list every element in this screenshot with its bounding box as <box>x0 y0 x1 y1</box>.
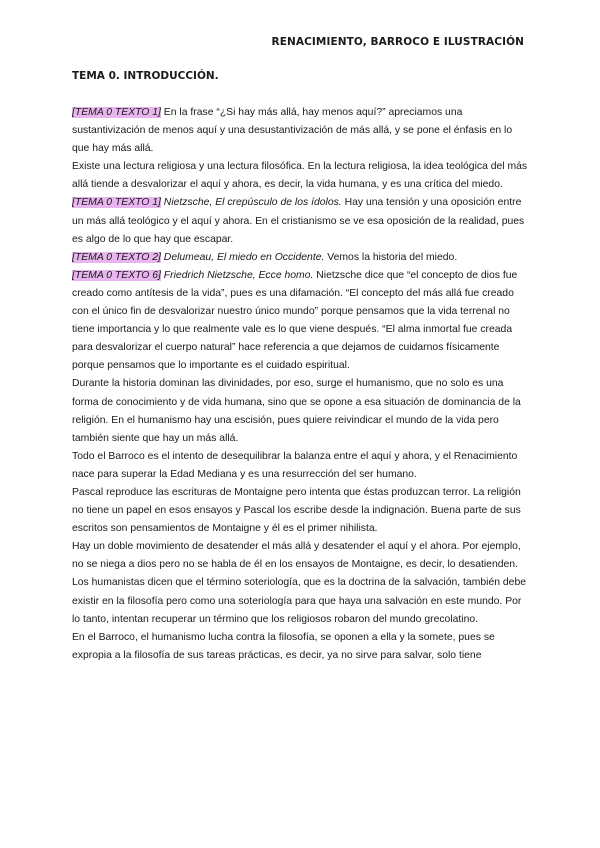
document-body <box>72 104 532 665</box>
paragraph <box>72 249 532 267</box>
section-title: TEMA 0. INTRODUCCIÓN. <box>72 70 219 82</box>
paragraph-text: En el Barroco, el humanismo lucha contra la filosofía, se oponen a ella y la somete, pues se expropia a la filosofía de sus tareas prácticas, es decir, ya no sirve para salvar, solo tiene <box>72 631 495 661</box>
paragraph-text: Hay una tensión y una oposición entre un más allá teológico y el aquí y ahora. En el cristianismo se ve esa oposición de la realidad, pues es algo de lo que hay que escapar. <box>72 197 525 245</box>
paragraph <box>72 538 532 574</box>
paragraph-text: Los humanistas dicen que el término soteriología, que es la doctrina de la salvación, también debe existir en la filosofía pero como una soteriología para que haya una salvación en este mundo. Por lo tanto, intentan recuperar un término que los religiosos robaron del mundo grecolatino. <box>72 577 527 625</box>
paragraph <box>72 375 532 447</box>
paragraph-text: En la frase “¿Si hay más allá, hay menos aquí?” apreciamos una sustantivización de menos aquí y una desustantivización de más allá, y se pone el énfasis en lo que hay más allá. <box>72 107 513 155</box>
paragraph-text: Durante la historia dominan las divinidades, por eso, surge el humanismo, que no solo es una forma de conocimiento y de vida humana, sino que se opone a esa situación de dominancia de la religión. En el humanismo hay una escisión, pues quiere reivindicar el mundo de la vida pero también siente que hay un más allá. <box>72 378 521 444</box>
running-header: RENACIMIENTO, BARROCO E ILUSTRACIÓN <box>271 36 524 48</box>
paragraph-text: Vemos la historia del miedo. <box>324 251 458 263</box>
text-reference-tag: [TEMA 0 TEXTO 2] <box>72 251 161 263</box>
paragraph <box>72 484 532 538</box>
text-reference-tag: [TEMA 0 TEXTO 1] <box>72 197 161 209</box>
paragraph <box>72 448 532 484</box>
paragraph <box>72 629 532 665</box>
paragraph <box>72 158 532 194</box>
paragraph <box>72 194 532 248</box>
source-reference: Delumeau, El miedo en Occidente. <box>160 251 325 263</box>
paragraph <box>72 574 532 628</box>
source-reference: Nietzsche, El crepúsculo de los ídolos. <box>160 197 342 209</box>
paragraph <box>72 104 532 158</box>
source-reference: Friedrich Nietzsche, Ecce homo. <box>160 269 314 281</box>
text-reference-tag: [TEMA 0 TEXTO 6] <box>72 269 161 281</box>
paragraph <box>72 267 532 376</box>
text-reference-tag: [TEMA 0 TEXTO 1] <box>72 107 161 118</box>
paragraph-text: Todo el Barroco es el intento de desequilibrar la balanza entre el aquí y ahora, y el Renacimiento nace para superar la Edad Mediana y es una resurrección del ser humano. <box>72 450 518 480</box>
paragraph-text: Existe una lectura religiosa y una lectura filosófica. En la lectura religiosa, la idea teológica del más allá tiende a desvalorizar el aquí y ahora, es decir, la vida humana, y es una crítica del miedo. <box>72 161 528 191</box>
paragraph-text: Hay un doble movimiento de desatender el más allá y desatender el aquí y el ahora. Por ejemplo, no se niega a dios pero no se habla de él en los ensayos de Montaigne, es decir, lo desatienden. <box>72 541 521 571</box>
paragraph-text: Nietzsche dice que “el concepto de dios fue creado como antítesis de la vida”, pues es una difamación. “El concepto del más allá fue creado con el único fin de desvalorizar nuestro único mundo” porque pensamos que la vida terrenal no tiene importancia y lo que realmente vale es lo que viene después. “El alma inmortal fue creada para desvalorizar el cuerpo natural” hace referencia a que dejamos de cuidarnos físicamente porque pensamos que lo importante es el cuidado espiritual. <box>72 269 518 372</box>
paragraph-text: Pascal reproduce las escrituras de Montaigne pero intenta que éstas produzcan terror. La religión no tiene un papel en esos ensayos y Pascal los escribe desde la indignación. Buena parte de sus escritos son pensamientos de Montaigne y él es el primer nihilista. <box>72 486 521 535</box>
